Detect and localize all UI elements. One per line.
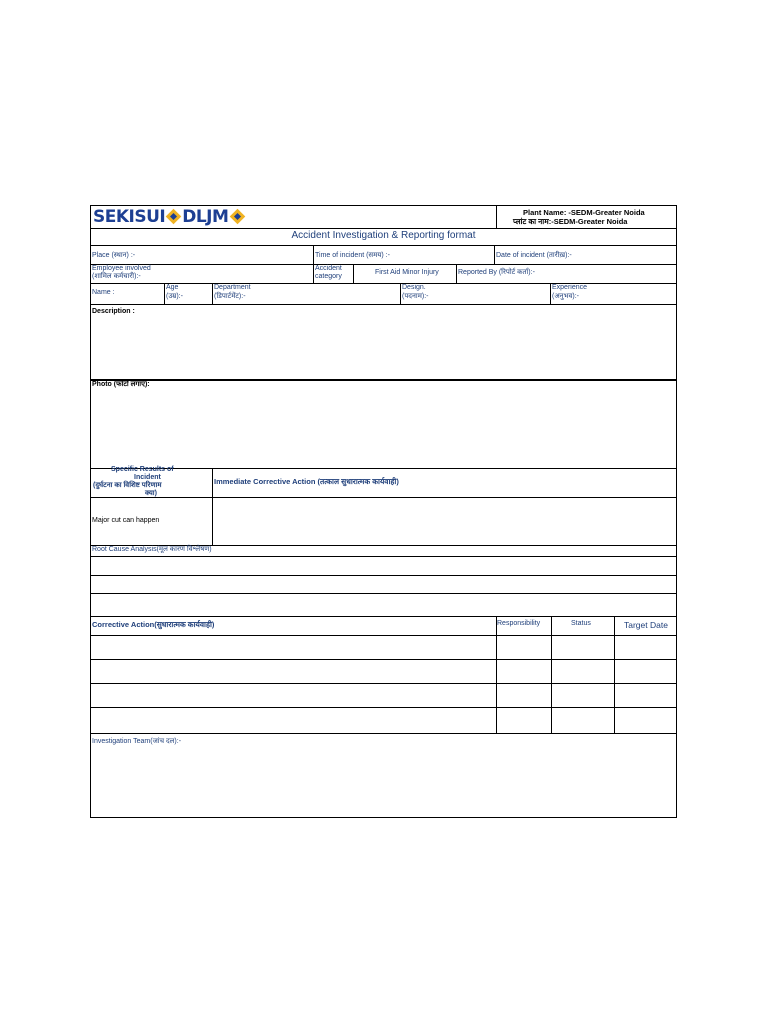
place-label: Place (स्थान) :-: [92, 252, 136, 259]
plant-name-hindi: प्लांट का नाम:-SEDM-Greater Noida: [513, 217, 628, 226]
employee-involved-label: Employee involved: [92, 265, 151, 272]
accident-category-label-1: Accident: [315, 265, 342, 272]
corrective-action-label: Corrective Action(सुधारात्मक कार्यवाही): [92, 620, 215, 629]
department-label: Department: [214, 284, 251, 291]
experience-hindi: (अनुभव):-: [552, 293, 579, 300]
plant-name: Plant Name: -SEDM-Greater Noida: [523, 208, 645, 217]
diamond-logo-icon: [166, 209, 182, 225]
specific-result-value: Major cut can happen: [92, 517, 160, 524]
specific-results-label-3: (दुर्घटना का विशिष्ट परिणाम: [93, 482, 162, 489]
logo-text-left: SEKISUI: [93, 207, 166, 227]
accident-category-value: First Aid Minor Injury: [375, 269, 439, 276]
immediate-action-label: Immediate Corrective Action (तत्काल सुधारात्मक कार्यवाही): [214, 477, 399, 486]
reported-by-label: Reported By (रिपोर्ट कर्ता):-: [458, 269, 535, 276]
investigation-team-label: Investigation Team(जांच दल):-: [92, 738, 182, 745]
photo-label: Photo (फोटो लगाएं):: [92, 381, 150, 388]
diamond-logo-icon: [230, 209, 246, 225]
specific-results-label-2: Incident: [134, 474, 161, 481]
design-hindi: (पदनाम):-: [402, 293, 429, 300]
name-label: Name :: [92, 289, 115, 296]
description-label: Description :: [92, 308, 135, 315]
employee-involved-hindi: (शामिल कर्मचारी):-: [92, 273, 141, 280]
date-of-incident-label: Date of incident (तारीख़):-: [496, 252, 572, 259]
experience-label: Experience: [552, 284, 588, 291]
company-logo: [93, 207, 246, 227]
time-of-incident-label: Time of incident (समय) :-: [315, 252, 390, 259]
form-title: Accident Investigation & Reporting format: [291, 230, 476, 241]
responsibility-header: Responsibility: [497, 620, 541, 627]
specific-results-label-1: Specific Results of: [111, 466, 174, 473]
age-hindi: (उम्र):-: [166, 293, 183, 300]
accident-category-label-2: category: [315, 273, 342, 280]
root-cause-label: Root Cause Analysis(मूल कारण विश्लेषण): [92, 546, 212, 553]
design-label: Design.: [402, 284, 426, 291]
target-date-header: Target Date: [624, 620, 668, 630]
age-label: Age: [166, 284, 179, 291]
logo-text-right: DLJM: [182, 207, 229, 227]
department-hindi: (डिपार्टमेंट):-: [214, 293, 246, 300]
status-header: Status: [571, 620, 591, 627]
specific-results-label-4: क्या): [145, 490, 157, 497]
